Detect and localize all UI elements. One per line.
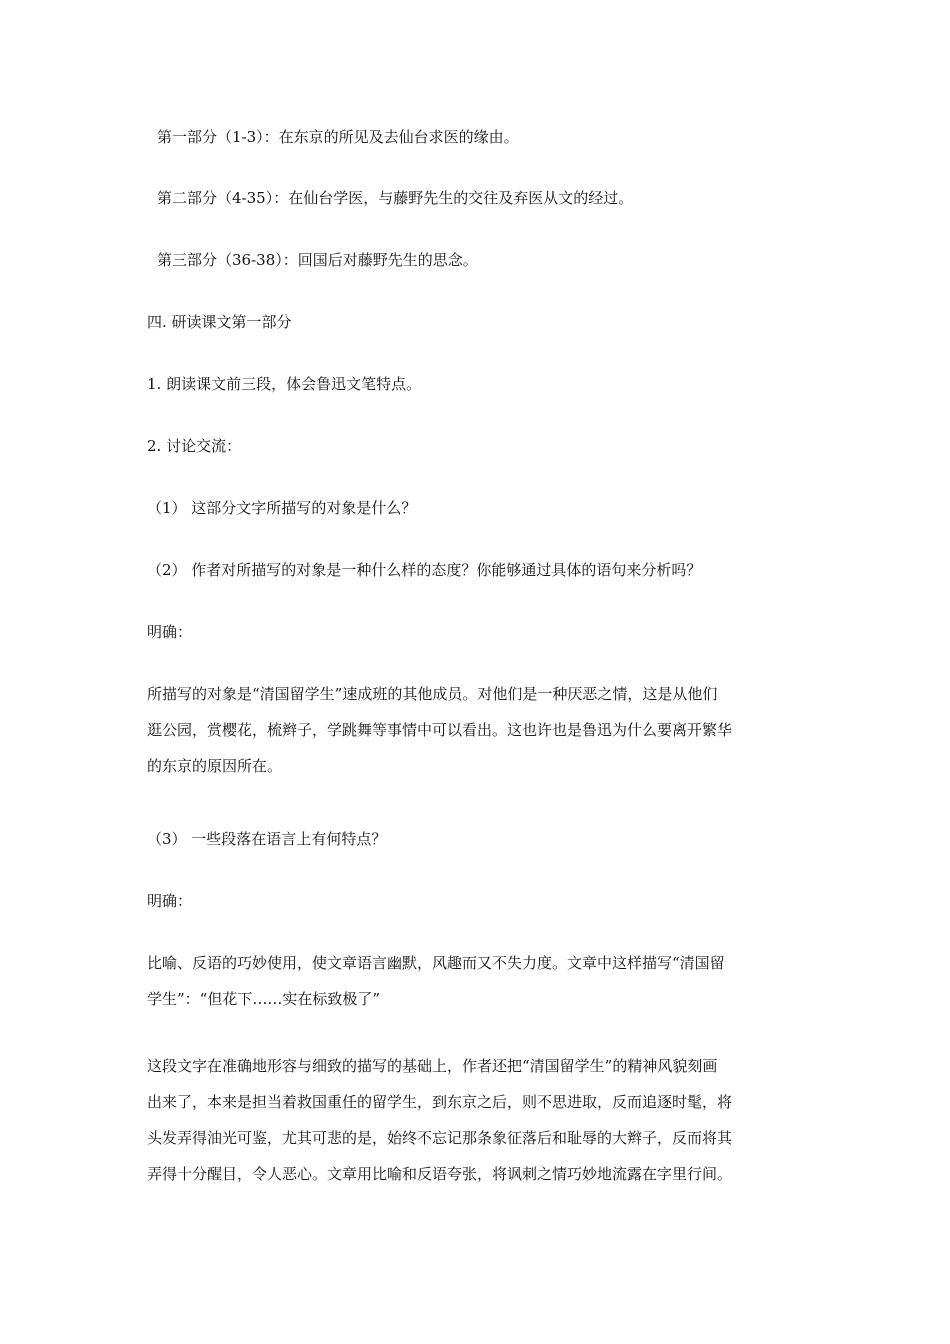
question-one: （1） 这部分文字所描写的对象是什么？ [147, 499, 417, 517]
answer-one-line: 的东京的原因所在。 [147, 757, 283, 775]
answer-label-one: 明确： [147, 623, 193, 641]
analysis-line: 弄得十分醒目，令人恶心。文章用比喻和反语夸张，将讽刺之情巧妙地流露在字里行间。 [147, 1165, 733, 1183]
part-one-summary: 第一部分（1-3）：在东京的所见及去仙台求医的缘由。 [157, 128, 519, 146]
analysis-line: 头发弄得油光可鉴，尤其可悲的是，始终不忘记那条象征落后和耻辱的大辫子，反而将其 [147, 1129, 733, 1147]
analysis-line: 这段文字在准确地形容与细致的描写的基础上，作者还把“清国留学生”的精神风貌刻画 [147, 1057, 718, 1075]
answer-one-line: 逛公园，赏樱花，梳辫子，学跳舞等事情中可以看出。这也许也是鲁迅为什么要离开繁华 [147, 721, 733, 739]
question-three: （3） 一些段落在语言上有何特点？ [147, 830, 387, 848]
answer-two-line: 学生”：“但花下……实在标致极了” [147, 990, 381, 1008]
answer-two-line: 比喻、反语的巧妙使用，使文章语言幽默，风趣而又不失力度。文章中这样描写“清国留 [147, 954, 725, 972]
answer-two-paragraph [147, 945, 812, 1017]
section-four-heading: 四. 研读课文第一部分 [147, 313, 292, 331]
analysis-paragraph [147, 1048, 812, 1192]
item-one: 1. 朗读课文前三段，体会鲁迅文笔特点。 [147, 375, 422, 393]
part-two-summary: 第二部分（4-35）：在仙台学医，与藤野先生的交往及弃医从文的经过。 [157, 189, 634, 207]
answer-one-line: 所描写的对象是“清国留学生”速成班的其他成员。对他们是一种厌恶之情，这是从他们 [147, 685, 718, 703]
item-two: 2. 讨论交流： [147, 437, 242, 455]
answer-one-paragraph [147, 676, 812, 784]
part-three-summary: 第三部分（36-38）：回国后对藤野先生的思念。 [157, 251, 478, 269]
analysis-line: 出来了，本来是担当着救国重任的留学生，到东京之后，则不思进取，反而追逐时髦，将 [147, 1093, 733, 1111]
question-two: （2） 作者对所描写的对象是一种什么样的态度？你能够通过具体的语句来分析吗？ [147, 561, 702, 579]
answer-label-two: 明确： [147, 892, 193, 910]
